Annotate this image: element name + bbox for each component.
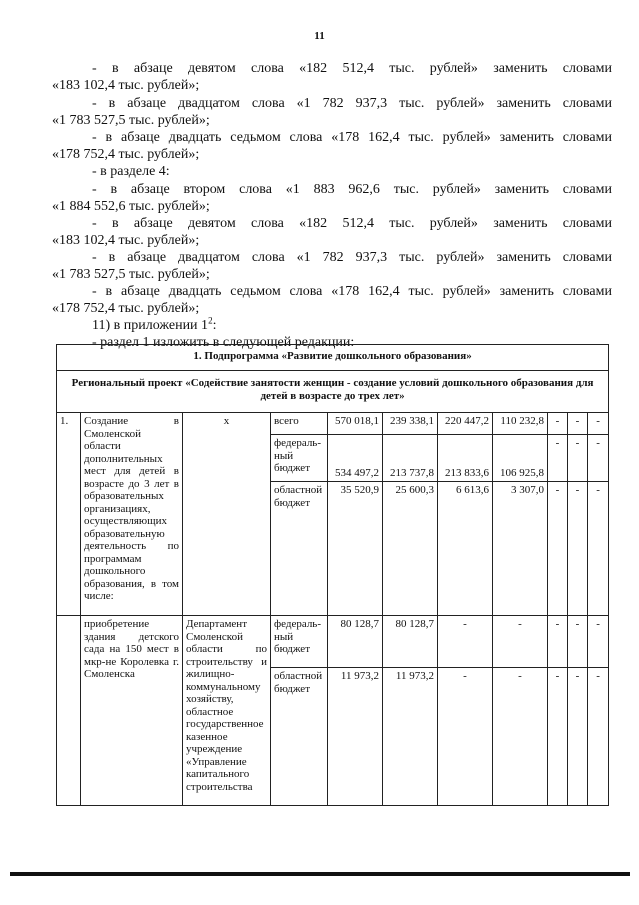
value-year-1: 11 973,2 xyxy=(383,668,438,806)
funding-source: федераль-ный бюджет xyxy=(271,435,328,482)
paragraph-2-line-2: «1 783 527,5 тыс. рублей»; xyxy=(52,113,210,128)
value-total: 534 497,2 xyxy=(328,435,383,482)
dash-cell: - xyxy=(568,413,588,435)
value-year-2: 213 833,6 xyxy=(438,435,493,482)
funding-source: всего xyxy=(271,413,328,435)
row-executor: Департамент Смоленской области по строительству и жилищно-коммунальному хозяйству, областное государственное казенное учреждение «Управление капитального строительства xyxy=(183,616,271,806)
value-year-3: 106 925,8 xyxy=(493,435,548,482)
value-year-1: 213 737,8 xyxy=(383,435,438,482)
paragraph-8-line-2: «178 752,4 тыс. рублей»; xyxy=(52,301,200,316)
dash-cell: - xyxy=(588,482,609,616)
value-total: 570 018,1 xyxy=(328,413,383,435)
page-number: 11 xyxy=(314,30,325,42)
row-number: 1. xyxy=(57,413,81,616)
dash-cell: - xyxy=(588,668,609,806)
row-executor: х xyxy=(183,413,271,616)
paragraph-7-line-2: «1 783 527,5 тыс. рублей»; xyxy=(52,267,210,282)
funding-source: областной бюджет xyxy=(271,668,328,806)
paragraph-1-line-1: - в абзаце девятом слова «182 512,4 тыс. рублей» заменить словами xyxy=(92,61,612,76)
table-row xyxy=(57,616,609,668)
paragraph-8-line-1: - в абзаце двадцать седьмом слова «178 162,4 тыс. рублей» заменить словами xyxy=(92,284,612,299)
dash-cell: - xyxy=(588,435,609,482)
value-total: 80 128,7 xyxy=(328,616,383,668)
value-year-1: 25 600,3 xyxy=(383,482,438,616)
row-name: Создание в Смоленской области дополнительных мест для детей в возрасте до 3 лет в образовательных организациях, осуществляющих образовательную деятельность по программам дошкольного образования, в том числе: xyxy=(81,413,183,616)
paragraph-9-text: 11) в приложении 1 xyxy=(92,318,209,333)
funding-source: областной бюджет xyxy=(271,482,328,616)
paragraph-9 xyxy=(52,317,612,334)
paragraph-3-line-2: «178 752,4 тыс. рублей»; xyxy=(52,147,200,162)
dash-cell: - xyxy=(548,668,568,806)
value-year-1: 239 338,1 xyxy=(383,413,438,435)
superscript: 2 xyxy=(208,315,213,326)
budget-table xyxy=(56,344,609,806)
subprogram-row xyxy=(57,345,609,371)
value-year-3: - xyxy=(493,668,548,806)
dash-cell: - xyxy=(548,482,568,616)
row-name: приобретение здания детского сада на 150 мест в мкр-не Королевка г. Смоленска xyxy=(81,616,183,806)
dash-cell: - xyxy=(568,668,588,806)
paragraph-5-line-2: «1 884 552,6 тыс. рублей»; xyxy=(52,199,210,214)
value-year-3: 3 307,0 xyxy=(493,482,548,616)
value-year-2: - xyxy=(438,668,493,806)
row-number xyxy=(57,616,81,806)
dash-cell: - xyxy=(548,413,568,435)
value-year-3: - xyxy=(493,616,548,668)
paragraph-4: - в разделе 4: xyxy=(92,164,170,179)
dash-cell: - xyxy=(548,435,568,482)
project-title: Региональный проект «Содействие занятости женщин - создание условий дошкольного образования для детей в возрасте до трех лет» xyxy=(57,371,609,413)
dash-cell: - xyxy=(568,616,588,668)
paragraph-6-line-2: «183 102,4 тыс. рублей»; xyxy=(52,233,200,248)
paragraph-3-line-1: - в абзаце двадцать седьмом слова «178 162,4 тыс. рублей» заменить словами xyxy=(92,130,612,145)
paragraph-5-line-1: - в абзаце втором слова «1 883 962,6 тыс. рублей» заменить словами xyxy=(92,182,612,197)
paragraph-2-line-1: - в абзаце двадцатом слова «1 782 937,3 тыс. рублей» заменить словами xyxy=(92,96,612,111)
paragraph-1-line-2: «183 102,4 тыс. рублей»; xyxy=(52,78,200,93)
dash-cell: - xyxy=(568,435,588,482)
value-year-2: 6 613,6 xyxy=(438,482,493,616)
table-row xyxy=(57,413,609,435)
paragraph-10: - раздел 1 изложить в следующей редакции: xyxy=(92,335,355,350)
dash-cell: - xyxy=(548,616,568,668)
value-total: 11 973,2 xyxy=(328,668,383,806)
dash-cell: - xyxy=(588,413,609,435)
dash-cell: - xyxy=(588,616,609,668)
paragraph-6-line-1: - в абзаце девятом слова «182 512,4 тыс. рублей» заменить словами xyxy=(92,216,612,231)
value-total: 35 520,9 xyxy=(328,482,383,616)
dash-cell: - xyxy=(568,482,588,616)
value-year-2: 220 447,2 xyxy=(438,413,493,435)
paragraph-7-line-1: - в абзаце двадцатом слова «1 782 937,3 тыс. рублей» заменить словами xyxy=(92,250,612,265)
project-row xyxy=(57,371,609,413)
value-year-3: 110 232,8 xyxy=(493,413,548,435)
subprogram-title: 1. Подпрограмма «Развитие дошкольного образования» xyxy=(57,345,609,371)
value-year-1: 80 128,7 xyxy=(383,616,438,668)
funding-source: федераль-ный бюджет xyxy=(271,616,328,668)
paragraph-9-tail: : xyxy=(212,318,217,333)
bottom-rule xyxy=(10,872,630,876)
value-year-2: - xyxy=(438,616,493,668)
